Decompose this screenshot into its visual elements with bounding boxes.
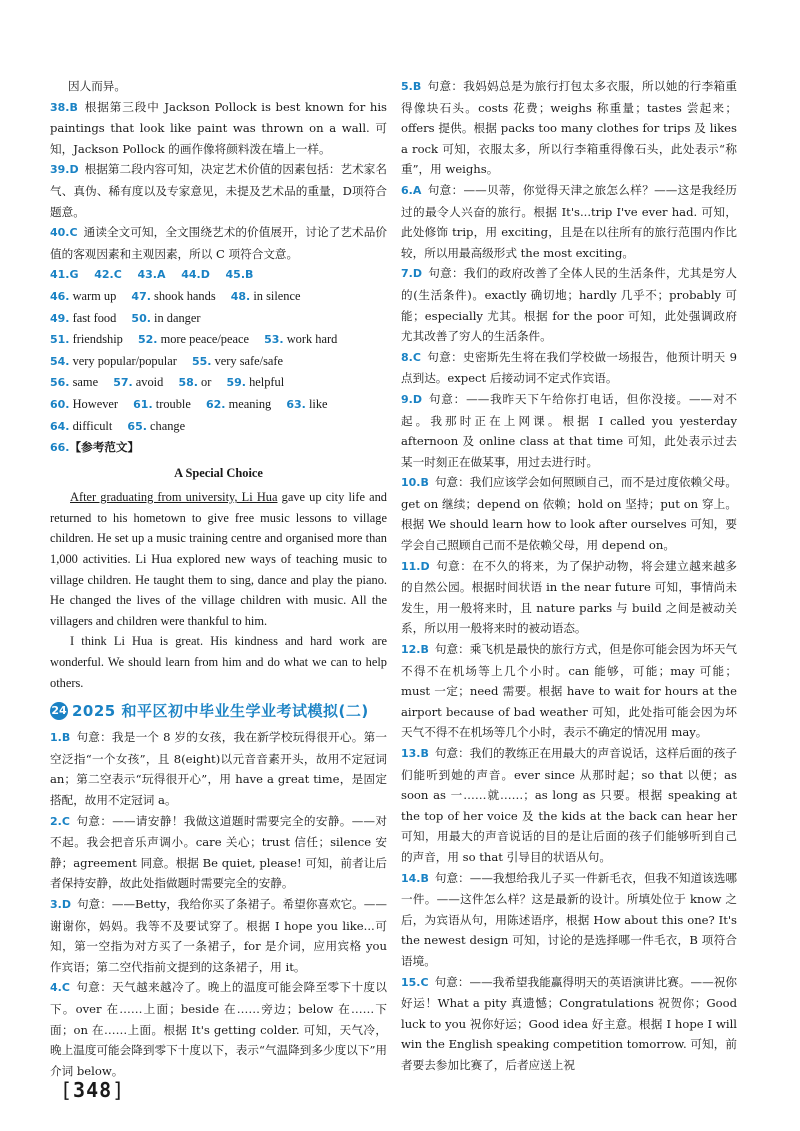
q-number: 66. [50, 441, 70, 455]
q-number: 52. [137, 333, 158, 347]
answer-12 [401, 639, 737, 743]
q-answer: C [61, 814, 70, 828]
q-number: 10. [401, 476, 421, 490]
q-answer: warm up [72, 288, 117, 303]
q-answer: change [150, 418, 186, 433]
q-explanation: 通读全文可知，全文围绕艺术的价值展开，讨论了艺术品价值的客观因素和主观因素，所以 C 项符合文意。 [50, 225, 387, 261]
q-answer: in danger [154, 310, 201, 325]
q-answer: friendship [72, 332, 123, 347]
q-answer: A [412, 183, 422, 197]
intro-text: 因人而异。 [68, 79, 126, 93]
q-explanation: 句意：我妈妈总是为旅行打包太多衣服，所以她的行李箱重得像块石头。costs 花费；weighs 称重量；tastes 尝起来；offers 提供。根据 packs too many clothes for trips 及 likes a rock 可知，衣服太多，所以行李箱重得像石头，此处表示“称重”，用 weighs。 [401, 79, 737, 177]
essay-title: A Special Choice [174, 465, 263, 480]
section-title: 2025 和平区初中毕业生学业考试模拟(二) [72, 701, 369, 720]
answer-8 [401, 347, 737, 389]
q-answer: more peace/peace [160, 332, 249, 347]
q-explanation: 根据第三段中 Jackson Pollock is best known for his paintings that look like paint was thrown on a wall. 可知，Jackson Pollock 的画作像将颜料泼在墙上一样。 [50, 99, 387, 156]
q-number: 39. [50, 163, 70, 177]
answer-9 [401, 389, 737, 472]
left-column [50, 76, 387, 1081]
q-answer: B [420, 747, 429, 760]
answers-60-63 [50, 394, 387, 416]
q-explanation: 句意：在不久的将来，为了保护动物，将会建立越来越多的自然公园。根据时间状语 in the near future 可知，事情尚未发生，用一般将来时，且 nature parks 与 build 之间是被动关系，所以用一般将来时的被动语态。 [401, 558, 737, 636]
q-number: 53. [264, 333, 284, 347]
q-number: 5. [401, 80, 413, 93]
q-answer: B [420, 871, 429, 885]
answer-11 [401, 556, 737, 639]
q-answer: difficult [72, 418, 113, 433]
q-answer: shook hands [154, 288, 216, 303]
q-number: 38. [50, 100, 70, 114]
q-number: 56. [50, 376, 70, 390]
answer-6 [401, 180, 737, 263]
q-answer: avoid [135, 375, 164, 390]
answer-14 [401, 868, 737, 972]
q-answer: However [72, 396, 119, 411]
q-explanation: 句意：——Betty，我给你买了条裙子。希望你喜欢它。——谢谢你，妈妈。我等不及要试穿了。根据 I hope you like...可知，第一空指为对方买了一条裙子，for 是介词，应用宾格 you 作宾语；第二空代指前文提到的这条裙子，用 it。 [50, 896, 387, 974]
q-number: 42. [94, 268, 114, 282]
answers-51-53 [50, 329, 387, 351]
q-answer: same [72, 375, 99, 390]
q-number: 8. [401, 350, 413, 364]
q-answer: meaning [228, 396, 272, 411]
q-number: 49. [50, 311, 70, 325]
q-number: 54. [50, 354, 70, 368]
q-answer: work hard [286, 332, 338, 347]
answer-66-heading [50, 437, 387, 459]
answer-38 [50, 97, 387, 160]
answer-7 [401, 263, 737, 346]
q-explanation: 句意：史密斯先生将在我们学校做一场报告，他预计明天 9 点到达。expect 后接动词不定式作宾语。 [401, 349, 737, 386]
q-answer: in silence [253, 288, 301, 303]
q-number: 50. [131, 311, 151, 325]
q-explanation: 句意：——我昨天下午给你打电话，但你没接。——对不起。我那时正在上网课。根据 I called you yesterday afternoon 及 online class at that time 可知，此处表示过去某一时刻正在做某事，用过去进行时。 [401, 391, 737, 469]
q-explanation: 句意：乘飞机是最快的旅行方式，但是你可能会因为坏天气不得不在机场等上几个小时。can 能够，可能；may 可能；must 一定；need 需要。根据 have to wait for hours at the airport because of bad weather 可知，此处指可能会因为坏天气不得不在机场等几个小时，表示不确定的情况用 may。 [401, 642, 737, 740]
q-number: 62. [205, 397, 226, 411]
q-explanation: 句意：——请安静！我做这道题时需要完全的安静。——对不起。我会把音乐声调小。care 关心；trust 信任；silence 安静；agreement 同意。根据 Be quiet, please! 可知，前者让后者保持安静，故此处指做题时需要完全的安静。 [50, 813, 387, 891]
q-number: 59. [226, 376, 246, 390]
right-column [401, 76, 737, 1076]
q-number: 6. [401, 183, 413, 197]
q-number: 61. [133, 397, 153, 411]
q-number: 46. [50, 289, 70, 303]
answer-40 [50, 222, 387, 264]
q-number: 47. [131, 289, 151, 303]
q-number: 4. [50, 981, 62, 995]
q-answer: D [412, 392, 422, 406]
q-number: 63. [286, 397, 306, 411]
q-explanation: 句意：——贝蒂，你觉得天津之旅怎么样？——这是我经历过的最令人兴奋的旅行。根据 It's...trip I've ever had. 可知，此处修饰 trip，用 exciting，且是在以往所有的旅行范围内作比较，所以用最高级形式 the most exciting。 [401, 182, 737, 260]
answers-64-65 [50, 416, 387, 438]
q-explanation: 句意：我们的教练正在用最大的声音说话，这样后面的孩子们能听到她的声音。ever since 从那时起；so that 以便；as soon as 一……就……；as long as 只要。根据 speaking at the top of her voice 及 the kids at the back can hear her 可知，用最大的声音说话的目的是让后面的孩子们能够听到自己的声音，用 so that 引导目的状语从句。 [401, 746, 737, 864]
q-number: 11. [401, 559, 421, 573]
q-number: 57. [113, 376, 133, 390]
q-explanation: 句意：我是一个 8 岁的女孩，我在新学校玩得很开心。第一空泛指“一个女孩”，且 8(eight)以元音音素开头，故用不定冠词 an；第二空表示“玩得很开心”，用 have a great time，是固定搭配，故用不定冠词 a。 [50, 730, 387, 807]
q-explanation: 根据第二段内容可知，决定艺术价值的因素包括：艺术家名气、真伪、稀有度以及专家意见，未提及艺术品的重量，D项符合题意。 [50, 162, 387, 219]
answer-1 [50, 727, 387, 810]
q-number: 12. [401, 643, 421, 657]
q-answer: B [412, 80, 422, 93]
answer-5 [401, 76, 737, 180]
q-answer: B [420, 476, 429, 490]
q-explanation: 句意：我们的政府改善了全体人民的生活条件，尤其是穷人的(生活条件)。exactly 确切地；hardly 几乎不；probably 可能；especially 尤其。根据 for the poor 可知，此处强调政府尤其改善了穷人的生活条件。 [401, 266, 737, 344]
q-explanation: 句意：我们应该学会如何照顾自己，而不是过度依赖父母。get on 继续；depend on 依赖；hold on 坚持；put on 穿上。根据 We should learn how to look after ourselves 可知，要学会自己照顾自己而不是依赖父母，用 depend on。 [401, 475, 737, 553]
section-heading [50, 699, 387, 723]
answer-4 [50, 977, 387, 1081]
q-number: 40. [50, 226, 70, 240]
answer-3 [50, 894, 387, 977]
reference-essay-label: 【参考范文】 [69, 440, 140, 455]
q-number: 64. [50, 419, 70, 433]
page-number: [348] [60, 1078, 126, 1102]
q-explanation: 句意：——我想给我儿子买一件新毛衣，但我不知道该选哪一件。——这件怎么样？这是最新的设计。所填处位于 know 之后，为宾语从句，用陈述语序，根据 How about this one? It's the newest design 可知，讨论的是选择哪一件毛衣，B 项符合语境。 [401, 870, 737, 968]
q-answer: C [69, 226, 78, 240]
q-number: 3. [50, 897, 62, 911]
q-number: 43. [137, 268, 157, 282]
q-number: 9. [401, 392, 413, 406]
q-answer: D [69, 163, 79, 177]
answers-46-48 [50, 286, 387, 308]
answer-10 [401, 472, 737, 555]
answers-49-50 [50, 308, 387, 330]
q-number: 55. [191, 354, 212, 368]
q-number: 58. [178, 376, 198, 390]
q-answer: very popular/popular [72, 353, 177, 368]
q-number: 2. [50, 814, 62, 828]
q-answer: A [156, 268, 166, 282]
q-number: 13. [401, 747, 421, 760]
answer-15 [401, 972, 737, 1076]
essay-underlined-phrase: After graduating from university, Li Hua [70, 490, 278, 505]
q-answer: fast food [72, 310, 117, 325]
q-answer: C [113, 268, 122, 282]
q-explanation: 句意：——我希望我能赢得明天的英语演讲比赛。——祝你好运！What a pity 真遗憾；Congratulations 祝贺你；Good luck to you 祝你好运；Good idea 好主意。根据 I hope I will win the English speaking competition tomorrow. 可知，前者要去参加比赛了，后者应送上祝 [401, 974, 737, 1072]
q-answer: helpful [249, 375, 285, 390]
essay-paragraph-1 [50, 487, 387, 631]
q-explanation: 句意：天气越来越冷了。晚上的温度可能会降至零下十度以下。over 在……上面；beside 在……旁边；below 在……下面；on 在……上面。根据 It's getting colder. 可知，天气冷，晚上温度可能会降到零下十度以下，表示“气温降到多少度以下”用介词 below。 [50, 980, 387, 1078]
q-answer: G [69, 268, 79, 282]
q-answer: trouble [155, 396, 191, 411]
answers-41-45 [50, 264, 387, 286]
q-number: 7. [401, 267, 413, 281]
q-answer: C [61, 981, 70, 995]
q-answer: D [61, 897, 71, 911]
q-answer: D [420, 559, 430, 573]
q-answer: D [412, 267, 422, 281]
answer-2 [50, 811, 387, 894]
answer-13 [401, 743, 737, 868]
q-number: 41. [50, 268, 70, 282]
q-answer: B [420, 643, 429, 657]
q-answer: B [245, 268, 254, 282]
q-number: 14. [401, 871, 421, 885]
q-answer: like [308, 396, 328, 411]
q-answer: or [201, 375, 212, 390]
answers-56-59 [50, 372, 387, 394]
q-number: 51. [50, 333, 70, 347]
page-number-value: 348 [73, 1078, 113, 1102]
essay-paragraph-1-rest: gave up city life and returned to his hometown to give free music lessons to village children. He set up a music training centre and organised more than 1,000 activities. Li Hua explored new ways of teaching music to village children. He taught them to sing, dance and play the piano. He changed the lives of the village children with music. All the villagers and children were thankful to him. [50, 490, 387, 628]
q-number: 48. [230, 289, 251, 303]
answers-54-55 [50, 351, 387, 373]
q-number: 60. [50, 397, 70, 411]
q-answer: D [200, 268, 210, 282]
q-answer: B [69, 100, 78, 114]
essay-paragraph-2: I think Li Hua is great. His kindness and hard work are wonderful. We should learn from him and do what we can to help others. [50, 634, 387, 690]
q-number: 1. [50, 731, 62, 745]
section-number-badge: 24 [50, 702, 68, 720]
q-number: 65. [127, 419, 147, 433]
q-answer: very safe/safe [214, 353, 284, 368]
q-number: 44. [181, 268, 201, 282]
q-answer: C [412, 350, 421, 364]
answer-39 [50, 159, 387, 222]
q-number: 45. [225, 268, 246, 282]
q-number: 15. [401, 975, 421, 989]
q-answer: B [61, 731, 71, 745]
q-answer: C [420, 975, 429, 989]
